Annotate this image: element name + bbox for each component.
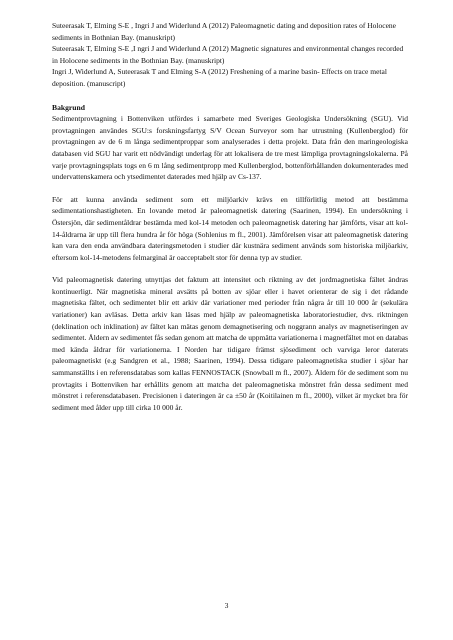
reference-entry: Suteerasak T, Elming S-E , Ingri J and Widerlund A (2012) Paleomagnetic dating and deposition rates of Holocene sediments in Bothnian Bay. (manuskript) bbox=[52, 21, 396, 42]
reference-entry: Ingri J, Widerlund A, Suteerasak T and Elming S-A (2012) Freshening of a marine basin- Effects on trace metal deposition. (manuscript) bbox=[52, 67, 387, 88]
reference-list bbox=[52, 20, 408, 90]
body-paragraph: För att kunna använda sediment som ett miljöarkiv krävs en tillförlitlig metod att bestämma sedimentationshastigheten. En lovande metod är paleomagnetisk datering (Saarinen, 1994). En undersökning i Östersjön, där sedimentåldrar bestämda med kol-14 metoden och paleomagnetisk datering har jämförts, visar att kol-14-åldrarna är upp till flera hundra år för höga (Sohlenius m fl., 2001). Jämförelsen visar att paleomagnetisk datering kan vara den enda användbara dateringsmetoden i studier där kustnära sediment används som historiska miljöarkiv, eftersom kol-14-metodens felmarginal är oacceptabelt stor för denna typ av studier. bbox=[52, 194, 408, 262]
section-heading: Bakgrund bbox=[52, 102, 85, 112]
body-paragraph: Vid paleomagnetisk datering utnyttjas det faktum att intensitet och riktning av det jordmagnetiska fältet ändras kontinuerligt. När magnetiska mineral avsätts på botten av sjöar eller i havet orienterar de sig i det rådande magnetiska fältet, och sedimentet blir ett arkiv där variationer med perioder från några år till 10 000 år (sekulära variationer) kan avläsas. Detta arkiv kan läsas med hjälp av paleomagnetiska laboratoriestudier, dvs. riktningen (deklination och inklination) av fältet kan mätas genom demagnetisering och noggrann analys av magnetiseringen av sedimentet. Åldern av sedimentet fås sedan genom att matcha de uppmätta variationerna i magnetfältet mot en databas med kända åldrar för variationerna. I Norden har tidigare främst sjösediment och varviga leror daterats paleomagnetiskt (e.g Sandgren et al., 1988; Saarinen, 1994). Dessa tidigare paleomagnetiska studier i sjöar har sammanställts i en referensdatabas som kallas FENNOSTACK (Snowball m fl., 2007). Åldern för de sediment som nu provtagits i Bottenviken har erhållits genom att matcha det paleomagnetiska mönstret från dessa sediment med mönstret i referensdatabasen. Precisionen i dateringen är ca ±50 år (Koitilainen m fl., 2000), vilket är mycket bra för sediment med ålder upp till cirka 10 000 år. bbox=[52, 275, 408, 412]
page-number: 3 bbox=[224, 601, 229, 610]
reference-entry: Suteerasak T, Elming S-E ,I ngri J and Widerlund A (2012) Magnetic signatures and environmental changes recorded in Holocene sediments in the Bothnian Bay. (manuskript) bbox=[52, 44, 404, 65]
page-content bbox=[52, 20, 408, 413]
body-paragraph: Sedimentprovtagning i Bottenviken utfördes i samarbete med Sveriges Geologiska Undersökning (SGU). Vid provtagningen användes SGU:s forskningsfartyg S/V Ocean Surveyor som har utrustning (Kullenberglod) för provtagningen av de 6 m långa sedimentproppar som analyserades i detta projekt. Data från den maringeologiska databasen vid SGU har varit ett nödvändigt underlag för att lokalisera de tre mest lämpliga provtagningslokalerna. På varje provtagningsplats togs en 6 m lång sedimentpropp med Kullenberglod, bottenförhållanden dokumenterades med undervattenskamera och ytsedimentet daterades med hjälp av Cs-137. bbox=[52, 114, 408, 182]
